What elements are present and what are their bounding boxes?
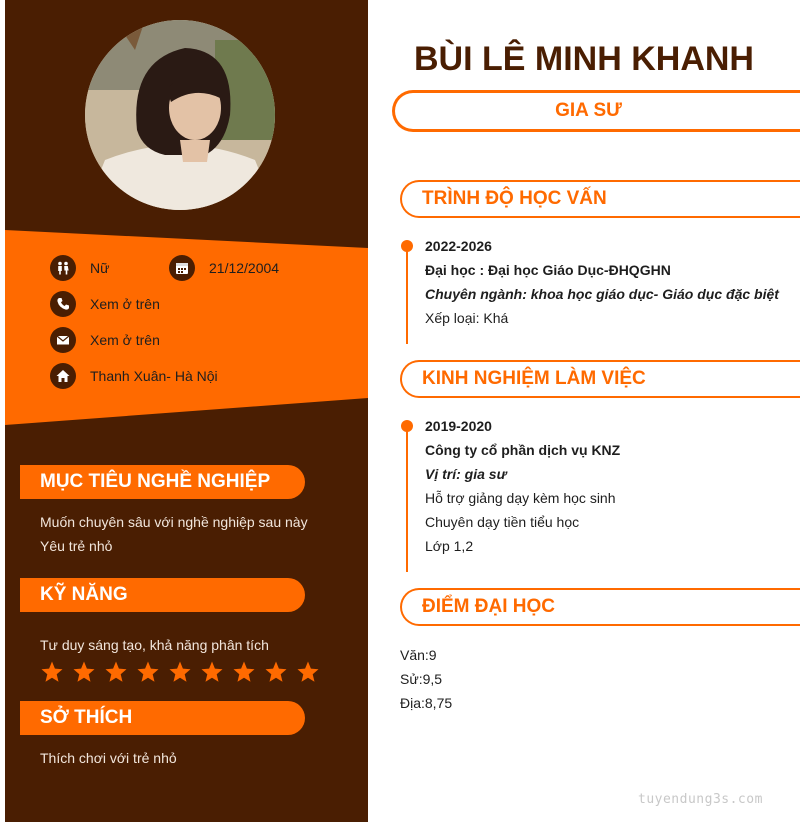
education-grade: Xếp loại: Khá — [425, 310, 509, 326]
home-icon — [50, 363, 76, 389]
hobbies-text: Thích chơi với trẻ nhỏ — [40, 750, 177, 766]
education-details — [425, 234, 779, 330]
education-school: Đại học : Đại học Giáo Dục-ĐHQGHN — [425, 262, 671, 278]
experience-duty: Lớp 1,2 — [425, 538, 474, 554]
portrait-photo — [85, 20, 275, 210]
hobbies-heading: SỞ THÍCH — [20, 701, 305, 735]
calendar-icon — [169, 255, 195, 281]
address-value: Thanh Xuân- Hà Nội — [90, 368, 218, 384]
gender-row — [50, 255, 109, 281]
score-item: Sử:9,5 — [400, 671, 443, 687]
star-icon — [200, 660, 224, 684]
education-heading: TRÌNH ĐỘ HỌC VẤN — [400, 180, 800, 218]
objective-line: Yêu trẻ nhỏ — [40, 538, 113, 554]
gender-icon — [50, 255, 76, 281]
experience-duty: Hỗ trợ giảng dạy kèm học sinh — [425, 490, 616, 506]
avatar — [85, 20, 275, 210]
experience-company: Công ty cổ phần dịch vụ KNZ — [425, 442, 621, 458]
candidate-name: BÙI LÊ MINH KHANH — [414, 40, 754, 78]
star-icon — [40, 660, 64, 684]
watermark: tuyendung3s.com — [638, 792, 763, 807]
education-period: 2022-2026 — [425, 238, 492, 254]
birthday-value: 21/12/2004 — [209, 260, 280, 276]
scores-heading: ĐIỂM ĐẠI HỌC — [400, 588, 800, 626]
experience-role: Vị trí: gia sư — [425, 466, 507, 482]
experience-period: 2019-2020 — [425, 418, 492, 434]
experience-duty: Chuyên dạy tiền tiểu học — [425, 514, 580, 530]
sidebar — [5, 0, 368, 822]
star-icon — [264, 660, 288, 684]
star-icon — [104, 660, 128, 684]
address-row — [50, 363, 218, 389]
scores-list — [400, 643, 452, 715]
objective-heading: MỤC TIÊU NGHỀ NGHIỆP — [20, 465, 305, 499]
email-value: Xem ở trên — [90, 332, 160, 348]
timeline-dot — [401, 420, 413, 432]
star-icon — [72, 660, 96, 684]
score-item: Văn:9 — [400, 647, 437, 663]
score-item: Địa:8,75 — [400, 695, 453, 711]
star-icon — [296, 660, 320, 684]
envelope-icon — [50, 327, 76, 353]
birthday-row — [169, 255, 279, 281]
objective-text — [40, 510, 308, 558]
experience-heading: KINH NGHIỆM LÀM VIỆC — [400, 360, 800, 398]
objective-line: Muốn chuyên sâu với nghề nghiệp sau này — [40, 514, 308, 530]
skill-rating — [40, 660, 320, 684]
phone-row — [50, 291, 160, 317]
experience-timeline — [406, 426, 408, 572]
phone-icon — [50, 291, 76, 317]
skills-heading: KỸ NĂNG — [20, 578, 305, 612]
star-icon — [136, 660, 160, 684]
phone-value: Xem ở trên — [90, 296, 160, 312]
education-timeline — [406, 246, 408, 344]
position-title: GIA SƯ — [392, 90, 800, 132]
star-icon — [232, 660, 256, 684]
education-major: Chuyên ngành: khoa học giáo dục- Giáo dục đặc biệt — [425, 286, 779, 302]
skill-name: Tư duy sáng tạo, khả năng phân tích — [40, 637, 269, 653]
timeline-dot — [401, 240, 413, 252]
email-row — [50, 327, 160, 353]
gender-value: Nữ — [90, 260, 110, 276]
experience-details — [425, 414, 620, 558]
star-icon — [168, 660, 192, 684]
